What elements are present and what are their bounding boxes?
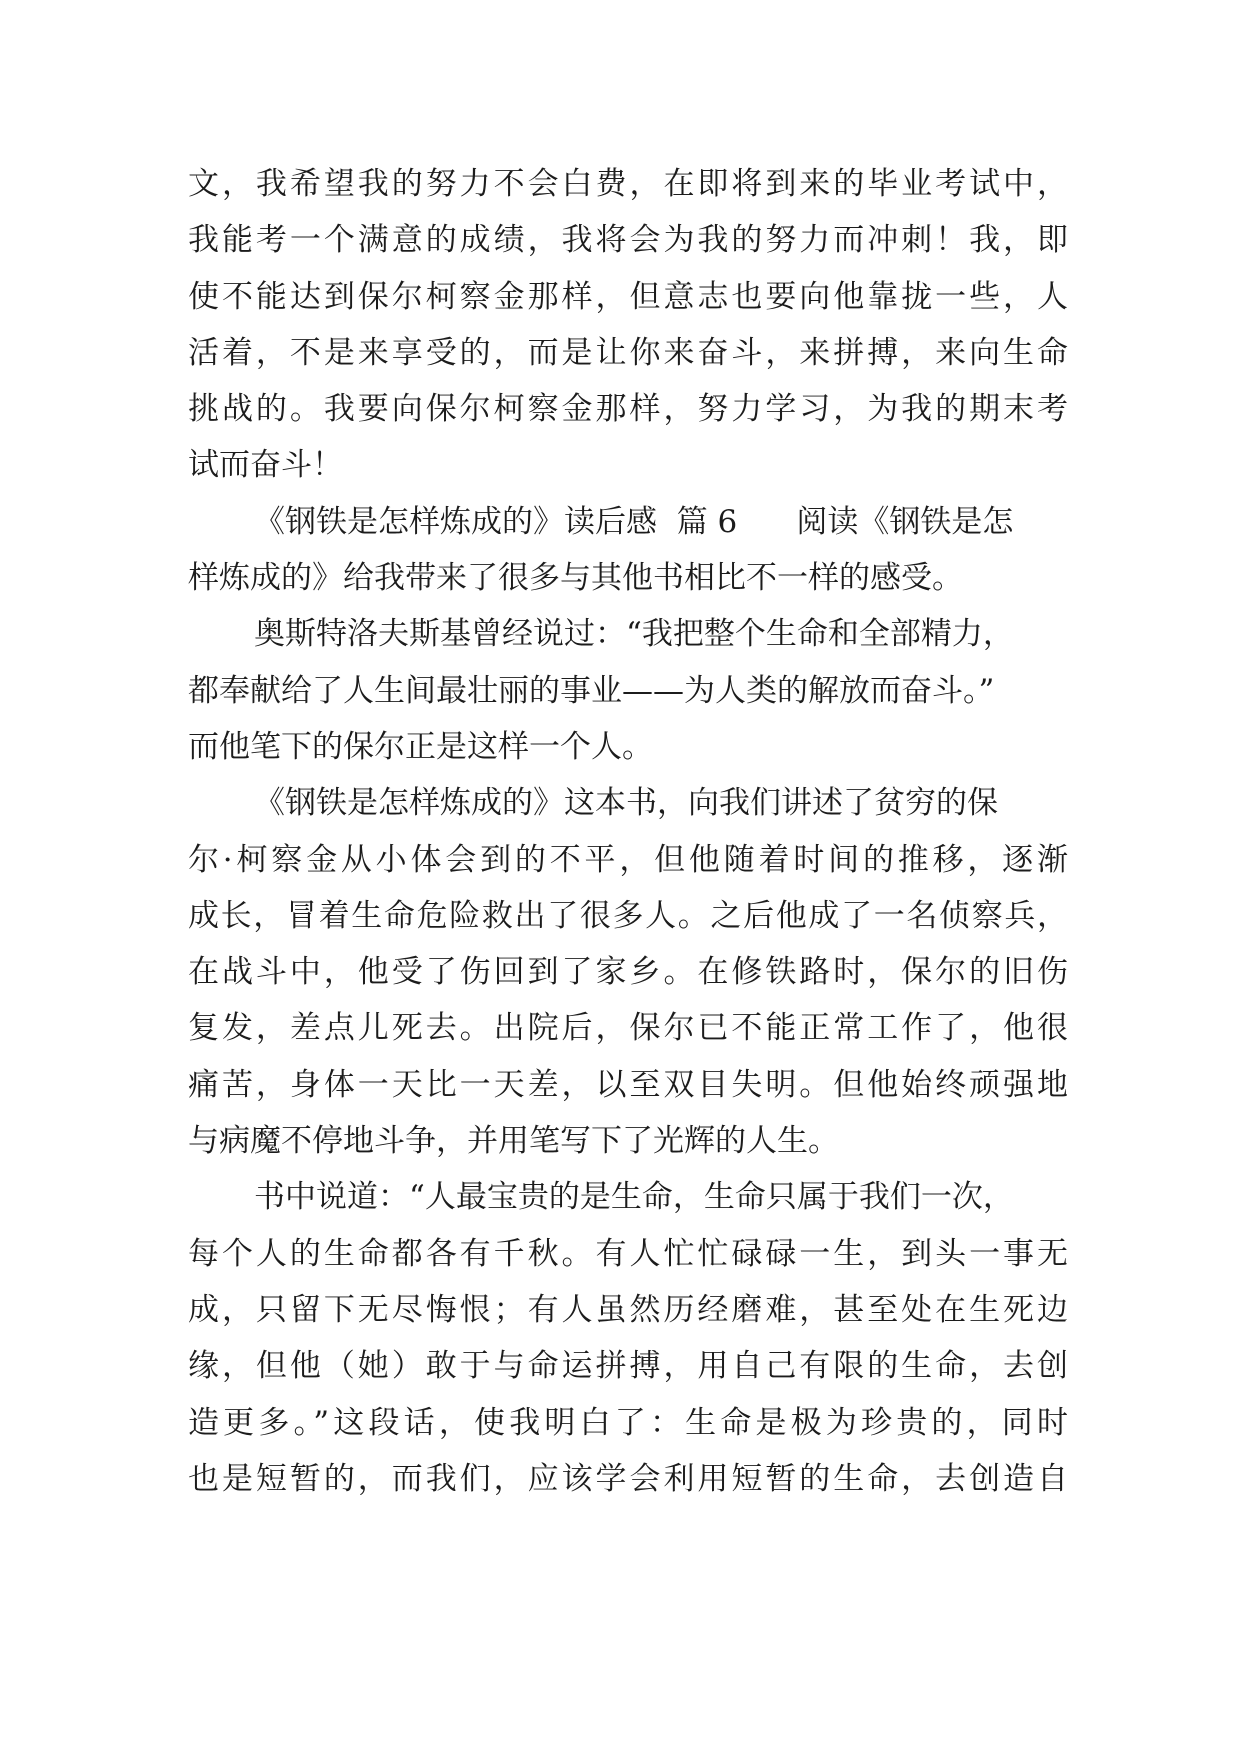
text-line: 造更多。”这段话，使我明白了：生命是极为珍贵的，同时 — [188, 1404, 1068, 1441]
text-line: 也是短暂的，而我们，应该学会利用短暂的生命，去创造自 — [188, 1460, 1068, 1497]
text-line: 奥斯特洛夫斯基曾经说过：“我把整个生命和全部精力， — [254, 616, 1014, 653]
document-body — [188, 156, 1068, 1507]
text-line: 活着，不是来享受的，而是让你来奋斗，来拼搏，来向生命 — [188, 334, 1068, 371]
text-line: 《钢铁是怎样炼成的》读后感 篇 6 阅读《钢铁是怎 — [254, 503, 1014, 540]
text-line: 都奉献给了人生间最壮丽的事业——为人类的解放而奋斗。” — [188, 672, 995, 709]
text-line: 文，我希望我的努力不会白费，在即将到来的毕业考试中， — [188, 166, 1068, 202]
text-line: 而他笔下的保尔正是这样一个人。 — [188, 728, 653, 765]
text-line: 缘，但他（她）敢于与命运拼搏，用自己有限的生命，去创 — [188, 1348, 1068, 1385]
text-line: 使不能达到保尔柯察金那样，但意志也要向他靠拢一些，人 — [188, 278, 1068, 315]
text-line: 复发，差点儿死去。出院后，保尔已不能正常工作了，他很 — [188, 1010, 1068, 1047]
text-line: 成长，冒着生命危险救出了很多人。之后他成了一名侦察兵， — [188, 897, 1068, 934]
text-line: 尔·柯察金从小体会到的不平，但他随着时间的推移，逐渐 — [188, 841, 1068, 878]
text-line: 《钢铁是怎样炼成的》这本书，向我们讲述了贫穷的保 — [254, 785, 998, 822]
text-line: 挑战的。我要向保尔柯察金那样，努力学习，为我的期末考 — [188, 391, 1068, 428]
text-line: 我能考一个满意的成绩，我将会为我的努力而冲刺！我，即 — [188, 222, 1068, 259]
text-line: 与病魔不停地斗争，并用笔写下了光辉的人生。 — [188, 1123, 839, 1160]
text-line: 成，只留下无尽悔恨；有人虽然历经磨难，甚至处在生死边 — [188, 1291, 1068, 1328]
text-line: 书中说道：“人最宝贵的是生命，生命只属于我们一次， — [254, 1179, 1014, 1216]
text-line: 在战斗中，他受了伤回到了家乡。在修铁路时，保尔的旧伤 — [188, 954, 1068, 991]
text-line: 每个人的生命都各有千秋。有人忙忙碌碌一生，到头一事无 — [188, 1235, 1068, 1272]
text-line: 样炼成的》给我带来了很多与其他书相比不一样的感受。 — [188, 560, 963, 597]
text-line: 试而奋斗！ — [188, 447, 343, 484]
text-line: 痛苦，身体一天比一天差，以至双目失明。但他始终顽强地 — [188, 1066, 1068, 1103]
